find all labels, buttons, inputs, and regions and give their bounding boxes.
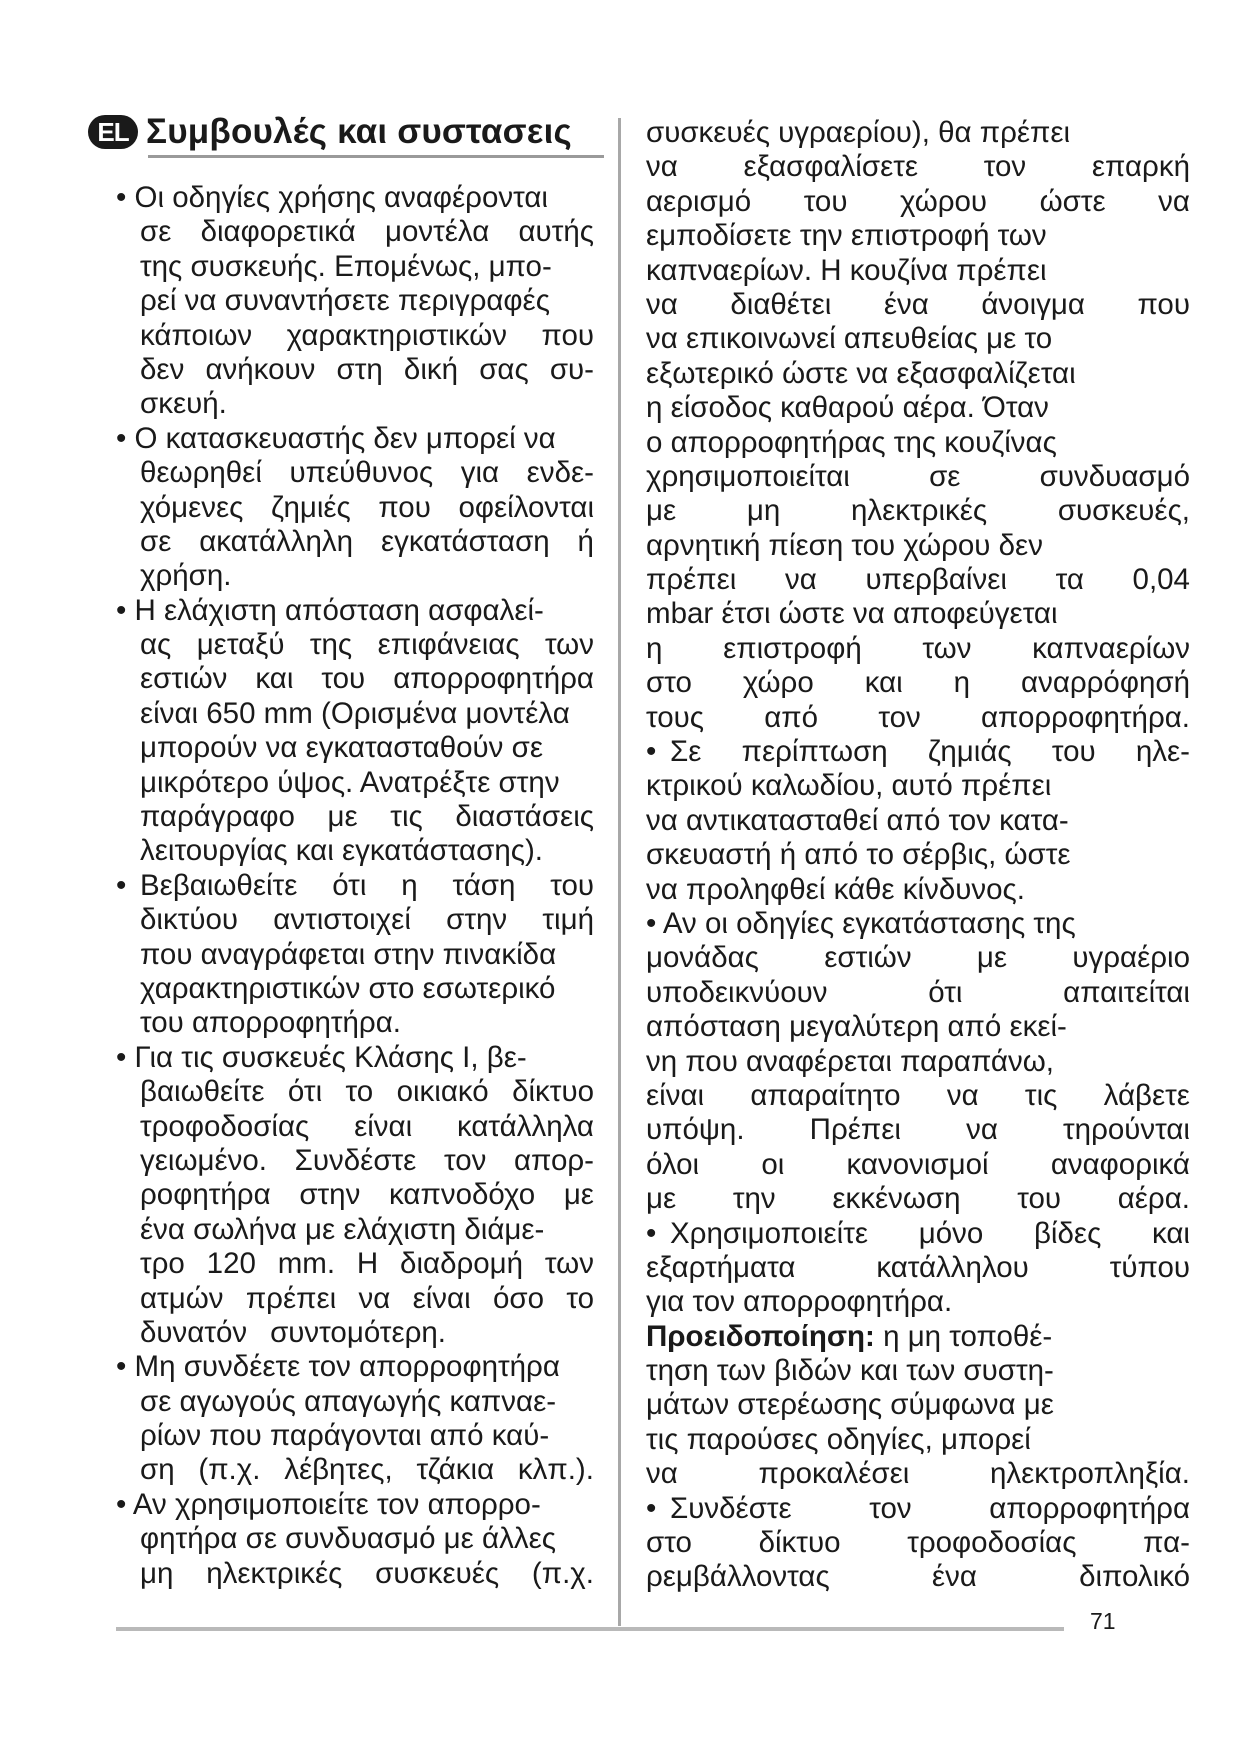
text-line: αρνητική πίεση του χώρου δεν (646, 528, 1043, 562)
text-line: θεωρηθεί υπεύθυνος για ενδε- (140, 456, 594, 490)
text-line: εξωτερικό ώστε να εξασφαλίζεται (646, 356, 1076, 390)
text-line: φητήρα σε συνδυασμό με άλλες (140, 1522, 556, 1556)
text-line: απόσταση μεγαλύτερη από εκεί- (646, 1010, 1067, 1044)
text-line: γειωμένο. Συνδέστε τον απορ- (140, 1143, 594, 1177)
text-line: να προκαλέσει ηλεκτροπληξία. (646, 1457, 1190, 1491)
text-line: • Αν χρησιμοποιείτε τον απορρο- (116, 1487, 541, 1521)
text-line: παράγραφο με τις διαστάσεις (140, 800, 594, 834)
text-line: • Σε περίπτωση ζημιάς του ηλε- (646, 735, 1190, 769)
text-line: • Η ελάχιστη απόσταση ασφαλεί- (116, 593, 544, 627)
title-underline (148, 155, 604, 158)
text-line: είναι 650 mm (Ορισμένα μοντέλα (140, 696, 570, 730)
text-line: μπορούν να εγκατασταθούν σε (140, 731, 543, 765)
text-line: • Ο κατασκευαστής δεν μπορεί να (116, 421, 556, 455)
text-line: πρέπει να υπερβαίνει τα 0,04 (646, 563, 1190, 597)
text-line: στο δίκτυο τροφοδοσίας πα- (646, 1526, 1190, 1560)
warning-text: η μη τοποθέ- (874, 1319, 1053, 1353)
text-line: • Συνδέστε τον απορροφητήρα (646, 1491, 1190, 1525)
text-line: να αντικατασταθεί από τον κατα- (646, 803, 1069, 837)
text-line: εξαρτήματα κατάλληλου τύπου (646, 1250, 1190, 1284)
text-line: βαιωθείτε ότι το οικιακό δίκτυο (140, 1075, 594, 1109)
text-line: ση (π.χ. λέβητες, τζάκια κλπ.). (140, 1453, 594, 1487)
text-line: να διαθέτει ένα άνοιγμα που (646, 287, 1190, 321)
text-line: είναι απαραίτητο να τις λάβετε (646, 1078, 1190, 1112)
text-line: ο απορροφητήρας της κουζίνας (646, 425, 1057, 459)
text-line: χρησιμοποιείται σε συνδυασμό (646, 459, 1190, 493)
text-line: μονάδας εστιών με υγραέριο (646, 941, 1190, 975)
warning-label: Προειδοποίηση: (646, 1319, 875, 1353)
text-line: κάποιων χαρακτηριστικών που (140, 318, 594, 352)
language-badge: EL (88, 115, 138, 149)
text-line: υπόψη. Πρέπει να τηρούνται (646, 1113, 1190, 1147)
text-line: δυνατόν συντομότερη. (140, 1315, 446, 1349)
text-line: που αναγράφεται στην πινακίδα (140, 937, 557, 971)
text-line: με μη ηλεκτρικές συσκευές, (646, 494, 1190, 528)
text-line: όλοι οι κανονισμοί αναφορικά (646, 1147, 1190, 1181)
text-line: να προληφθεί κάθε κίνδυνος. (646, 872, 1025, 906)
text-line: μη ηλεκτρικές συσκευές (π.χ. (140, 1556, 594, 1590)
text-line: ρεμβάλλοντας ένα διπολικό (646, 1560, 1190, 1594)
text-line: της συσκευής. Επομένως, μπο- (140, 249, 552, 283)
text-line: σε αγωγούς απαγωγής καπναε- (140, 1384, 557, 1418)
text-line: μικρότερο ύψος. Ανατρέξτε στην (140, 765, 560, 799)
text-line: χρήση. (140, 559, 232, 593)
footer-rule (116, 1627, 1064, 1631)
text-line: η επιστροφή των καπναερίων (646, 631, 1190, 665)
text-line: η είσοδος καθαρού αέρα. Όταν (646, 391, 1049, 425)
text-line: μάτων στερέωσης σύμφωνα με (646, 1388, 1054, 1422)
text-line: λειτουργίας και εγκατάστασης). (140, 834, 543, 868)
text-line: ας μεταξύ της επιφάνειας των (140, 628, 594, 662)
text-line: ένα σωλήνα με ελάχιστη διάμε- (140, 1212, 545, 1246)
text-line: χόμενες ζημιές που οφείλονται (140, 490, 594, 524)
text-line: χαρακτηριστικών στο εσωτερικό (140, 971, 556, 1005)
text-line: υποδεικνύουν ότι απαιτείται (646, 975, 1190, 1009)
page-title: Συμβουλές και συστασεις (146, 112, 572, 151)
text-line: τρο 120 mm. Η διαδρομή των (140, 1247, 594, 1281)
right-column (646, 116, 1212, 1595)
text-line: κτρικού καλωδίου, αυτό πρέπει (646, 769, 1052, 803)
text-line: να επικοινωνεί απευθείας με το (646, 322, 1053, 356)
text-line: mbar έτσι ώστε να αποφεύγεται (646, 597, 1058, 631)
page-number: 71 (1090, 1608, 1116, 1634)
text-line: ροφητήρα στην καπνοδόχο με (140, 1178, 594, 1212)
text-line: εμποδίσετε την επιστροφή των (646, 219, 1047, 253)
text-line: στο χώρο και η αναρρόφησή (646, 666, 1190, 700)
text-line: • Βεβαιωθείτε ότι η τάση του (116, 868, 594, 902)
text-line: σκευή. (140, 387, 227, 421)
text-line: τις παρούσες οδηγίες, μπορεί (646, 1422, 1031, 1456)
text-line: τους από τον απορροφητήρα. (646, 700, 1190, 734)
left-column (116, 181, 616, 1591)
text-line: • Οι οδηγίες χρήσης αναφέρονται (116, 181, 548, 214)
text-line: με την εκκένωση του αέρα. (646, 1182, 1190, 1216)
text-line (646, 1320, 1212, 1354)
text-line: σε ακατάλληλη εγκατάσταση ή (140, 524, 594, 558)
text-line: καπναερίων. Η κουζίνα πρέπει (646, 253, 1047, 287)
column-divider (618, 118, 621, 1626)
text-line: τροφοδοσίας είναι κατάλληλα (140, 1109, 594, 1143)
text-line: του απορροφητήρα. (140, 1006, 401, 1040)
text-line: τηση των βιδών και των συστη- (646, 1354, 1054, 1388)
text-line: • Χρησιμοποιείτε μόνο βίδες και (646, 1216, 1190, 1250)
text-line: νη που αναφέρεται παραπάνω, (646, 1044, 1054, 1078)
text-line: • Μη συνδέετε τον απορροφητήρα (116, 1350, 560, 1384)
text-line: να εξασφαλίσετε τον επαρκή (646, 150, 1190, 184)
text-line: ατμών πρέπει να είναι όσο το (140, 1281, 594, 1315)
text-line: • Αν οι οδηγίες εγκατάστασης της (646, 906, 1076, 940)
text-line: αερισμό του χώρου ώστε να (646, 184, 1190, 218)
text-line: δεν ανήκουν στη δική σας συ- (140, 352, 594, 386)
text-line: για τον απορροφητήρα. (646, 1285, 953, 1319)
text-line: σκευαστή ή από το σέρβις, ώστε (646, 838, 1071, 872)
text-line: ρεί να συναντήσετε περιγραφές (140, 284, 550, 318)
text-line: • Για τις συσκευές Κλάσης Ι, βε- (116, 1040, 527, 1074)
text-line: σε διαφορετικά μοντέλα αυτής (140, 215, 594, 249)
text-line: εστιών και του απορροφητήρα (140, 662, 594, 696)
text-line: συσκευές υγραερίου), θα πρέπει (646, 116, 1071, 149)
text-line: δικτύου αντιστοιχεί στην τιμή (140, 903, 594, 937)
section-heading (88, 112, 572, 152)
text-line: ρίων που παράγονται από καύ- (140, 1419, 550, 1453)
